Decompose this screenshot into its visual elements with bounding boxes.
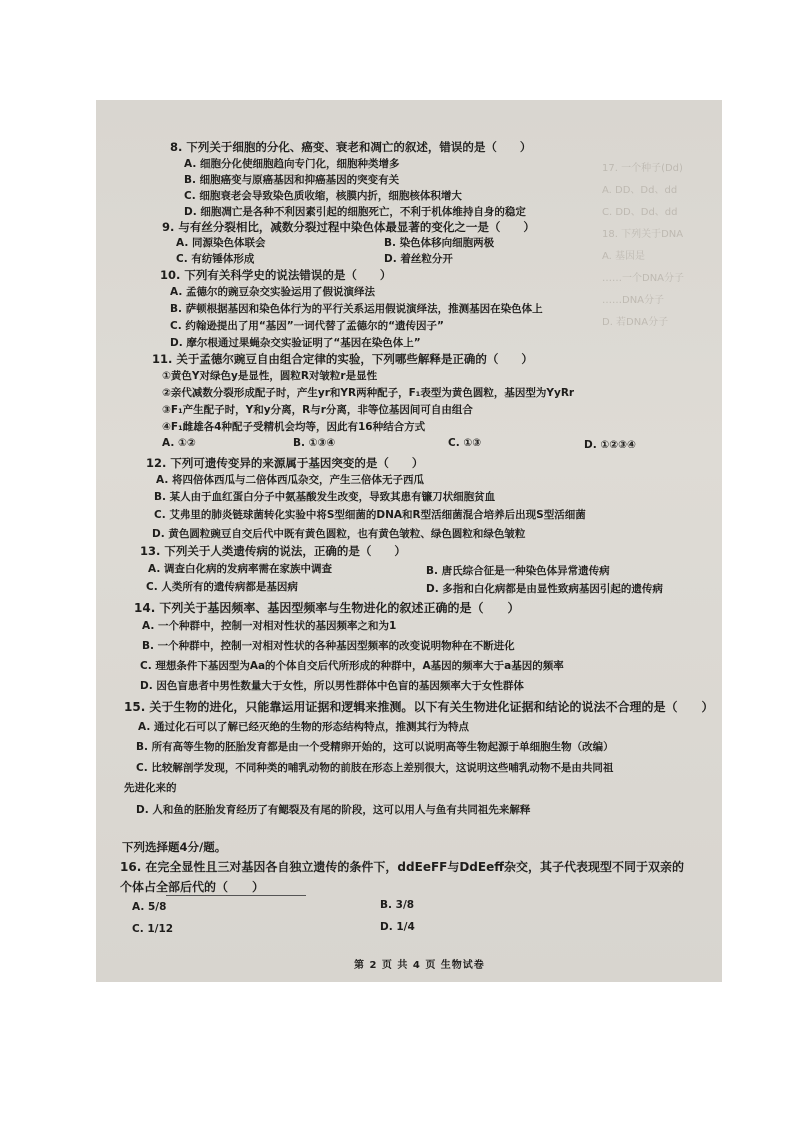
q15-option-c-cont: 先进化来的 (124, 782, 177, 794)
question-10-stem: 10. 下列有关科学史的说法错误的是（ ） (160, 268, 392, 282)
q13-option-d: D. 多指和白化病都是由显性致病基因引起的遗传病 (426, 583, 663, 595)
question-11-stem: 11. 关于孟德尔豌豆自由组合定律的实验，下列哪些解释是正确的（ ） (152, 352, 533, 366)
q16-option-b: B. 3/8 (380, 899, 415, 911)
q11-option-d: D. ①②③④ (584, 439, 636, 451)
q11-option-b: B. ①③④ (293, 437, 336, 449)
q15-option-d: D. 人和鱼的胚胎发育经历了有鳃裂及有尾的阶段，这可以用人与鱼有共同祖先来解释 (136, 804, 531, 816)
q14-option-a: A. 一个种群中，控制一对相对性状的基因频率之和为1 (142, 620, 397, 632)
q9-option-b: B. 染色体移向细胞两极 (384, 237, 495, 249)
bleed-line: C. DD、Dd、dd (602, 207, 678, 218)
q12-option-b: B. 某人由于血红蛋白分子中氨基酸发生改变，导致其患有镰刀状细胞贫血 (154, 491, 496, 503)
bleed-line: D. 若DNA分子 (602, 317, 669, 328)
q15-option-c: C. 比较解剖学发现，不同种类的哺乳动物的前肢在形态上差别很大，这说明这些哺乳动物不是由共同祖 (136, 762, 614, 774)
q11-statement-3: ③F₁产生配子时，Y和y分离，R与r分离，非等位基因间可自由组合 (162, 404, 473, 416)
q16-option-d: D. 1/4 (380, 921, 415, 933)
page-footer: 第 2 页 共 4 页 生物试卷 (354, 960, 485, 971)
question-16-stem-cont: 个体占全部后代的（ ） (120, 880, 265, 894)
q12-option-a: A. 将四倍体西瓜与二倍体西瓜杂交，产生三倍体无子西瓜 (156, 474, 424, 486)
q13-option-a: A. 调查白化病的发病率需在家族中调查 (148, 563, 332, 575)
q10-option-b: B. 萨顿根据基因和染色体行为的平行关系运用假说演绎法，推测基因在染色体上 (170, 303, 543, 315)
q14-option-d: D. 因色盲患者中男性数量大于女性，所以男性群体中色盲的基因频率大于女性群体 (140, 680, 524, 692)
section-heading: 下列选择题4分/题。 (122, 840, 227, 854)
q13-option-b: B. 唐氏综合征是一种染色体异常遗传病 (426, 565, 610, 577)
bleed-line: 18. 下列关于DNA (602, 229, 684, 240)
q14-option-b: B. 一个种群中，控制一对相对性状的各种基因型频率的改变说明物种在不断进化 (142, 640, 515, 652)
question-15-stem: 15. 关于生物的进化，只能靠运用证据和逻辑来推测。以下有关生物进化证据和结论的说法不合理的是（ ） (124, 700, 714, 714)
q13-option-c: C. 人类所有的遗传病都是基因病 (146, 581, 298, 593)
q12-option-d: D. 黄色圆粒豌豆自交后代中既有黄色圆粒，也有黄色皱粒、绿色圆粒和绿色皱粒 (152, 528, 526, 540)
bleed-line: ……一个DNA分子 (602, 273, 685, 284)
q11-option-c: C. ①③ (448, 437, 482, 449)
scanned-page-photo (96, 100, 722, 982)
q11-statement-2: ②亲代减数分裂形成配子时，产生yr和YR两种配子，F₁表型为黄色圆粒，基因型为YyRr (162, 387, 575, 399)
question-8-stem: 8. 下列关于细胞的分化、癌变、衰老和凋亡的叙述，错误的是（ ） (170, 140, 532, 154)
q10-option-a: A. 孟德尔的豌豆杂交实验运用了假说演绎法 (170, 286, 375, 298)
q10-option-c: C. 约翰逊提出了用“基因”一词代替了孟德尔的“遗传因子” (170, 320, 444, 332)
exam-page-content (96, 100, 722, 982)
bleed-line: ……DNA分子 (602, 295, 665, 306)
q16-option-a: A. 5/8 (132, 901, 167, 913)
q11-statement-1: ①黄色Y对绿色y是显性，圆粒R对皱粒r是显性 (162, 370, 378, 382)
question-9-stem: 9. 与有丝分裂相比，减数分裂过程中染色体最显著的变化之一是（ ） (162, 220, 535, 234)
question-13-stem: 13. 下列关于人类遗传病的说法，正确的是（ ） (140, 544, 406, 558)
pen-stroke (166, 895, 306, 896)
q12-option-c: C. 艾弗里的肺炎链球菌转化实验中将S型细菌的DNA和R型活细菌混合培养后出现S型活细菌 (154, 509, 586, 521)
question-14-stem: 14. 下列关于基因频率、基因型频率与生物进化的叙述正确的是（ ） (134, 601, 520, 615)
bleed-line: A. DD、Dd、dd (602, 185, 678, 196)
q8-option-d: D. 细胞凋亡是各种不利因素引起的细胞死亡，不利于机体维持自身的稳定 (184, 206, 526, 218)
q11-option-a: A. ①② (162, 437, 196, 449)
question-12-stem: 12. 下列可遗传变异的来源属于基因突变的是（ ） (146, 456, 424, 470)
q11-statement-4: ④F₁雌雄各4种配子受精机会均等，因此有16种结合方式 (162, 421, 426, 433)
q8-option-c: C. 细胞衰老会导致染色质收缩，核膜内折，细胞核体积增大 (184, 190, 462, 202)
q8-option-a: A. 细胞分化使细胞趋向专门化，细胞种类增多 (184, 158, 400, 170)
q16-option-c: C. 1/12 (132, 923, 174, 935)
q9-option-c: C. 有纺锤体形成 (176, 253, 255, 265)
q9-option-a: A. 同源染色体联会 (176, 237, 266, 249)
question-16-stem: 16. 在完全显性且三对基因各自独立遗传的条件下，ddEeFF与DdEeff杂交，其子代表现型不同于双亲的 (120, 860, 684, 874)
q15-option-a: A. 通过化石可以了解已经灭绝的生物的形态结构特点，推测其行为特点 (138, 721, 469, 733)
bleed-line: 17. 一个种子(Dd) (602, 163, 683, 174)
bleed-line: A. 基因是 (602, 251, 646, 262)
q10-option-d: D. 摩尔根通过果蝇杂交实验证明了“基因在染色体上” (170, 337, 421, 349)
q9-option-d: D. 着丝粒分开 (384, 253, 453, 265)
q14-option-c: C. 理想条件下基因型为Aa的个体自交后代所形成的种群中，A基因的频率大于a基因的频率 (140, 660, 564, 672)
q15-option-b: B. 所有高等生物的胚胎发育都是由一个受精卵开始的，这可以说明高等生物起源于单细胞生物（改编） (136, 741, 614, 753)
q8-option-b: B. 细胞癌变与原癌基因和抑癌基因的突变有关 (184, 174, 400, 186)
